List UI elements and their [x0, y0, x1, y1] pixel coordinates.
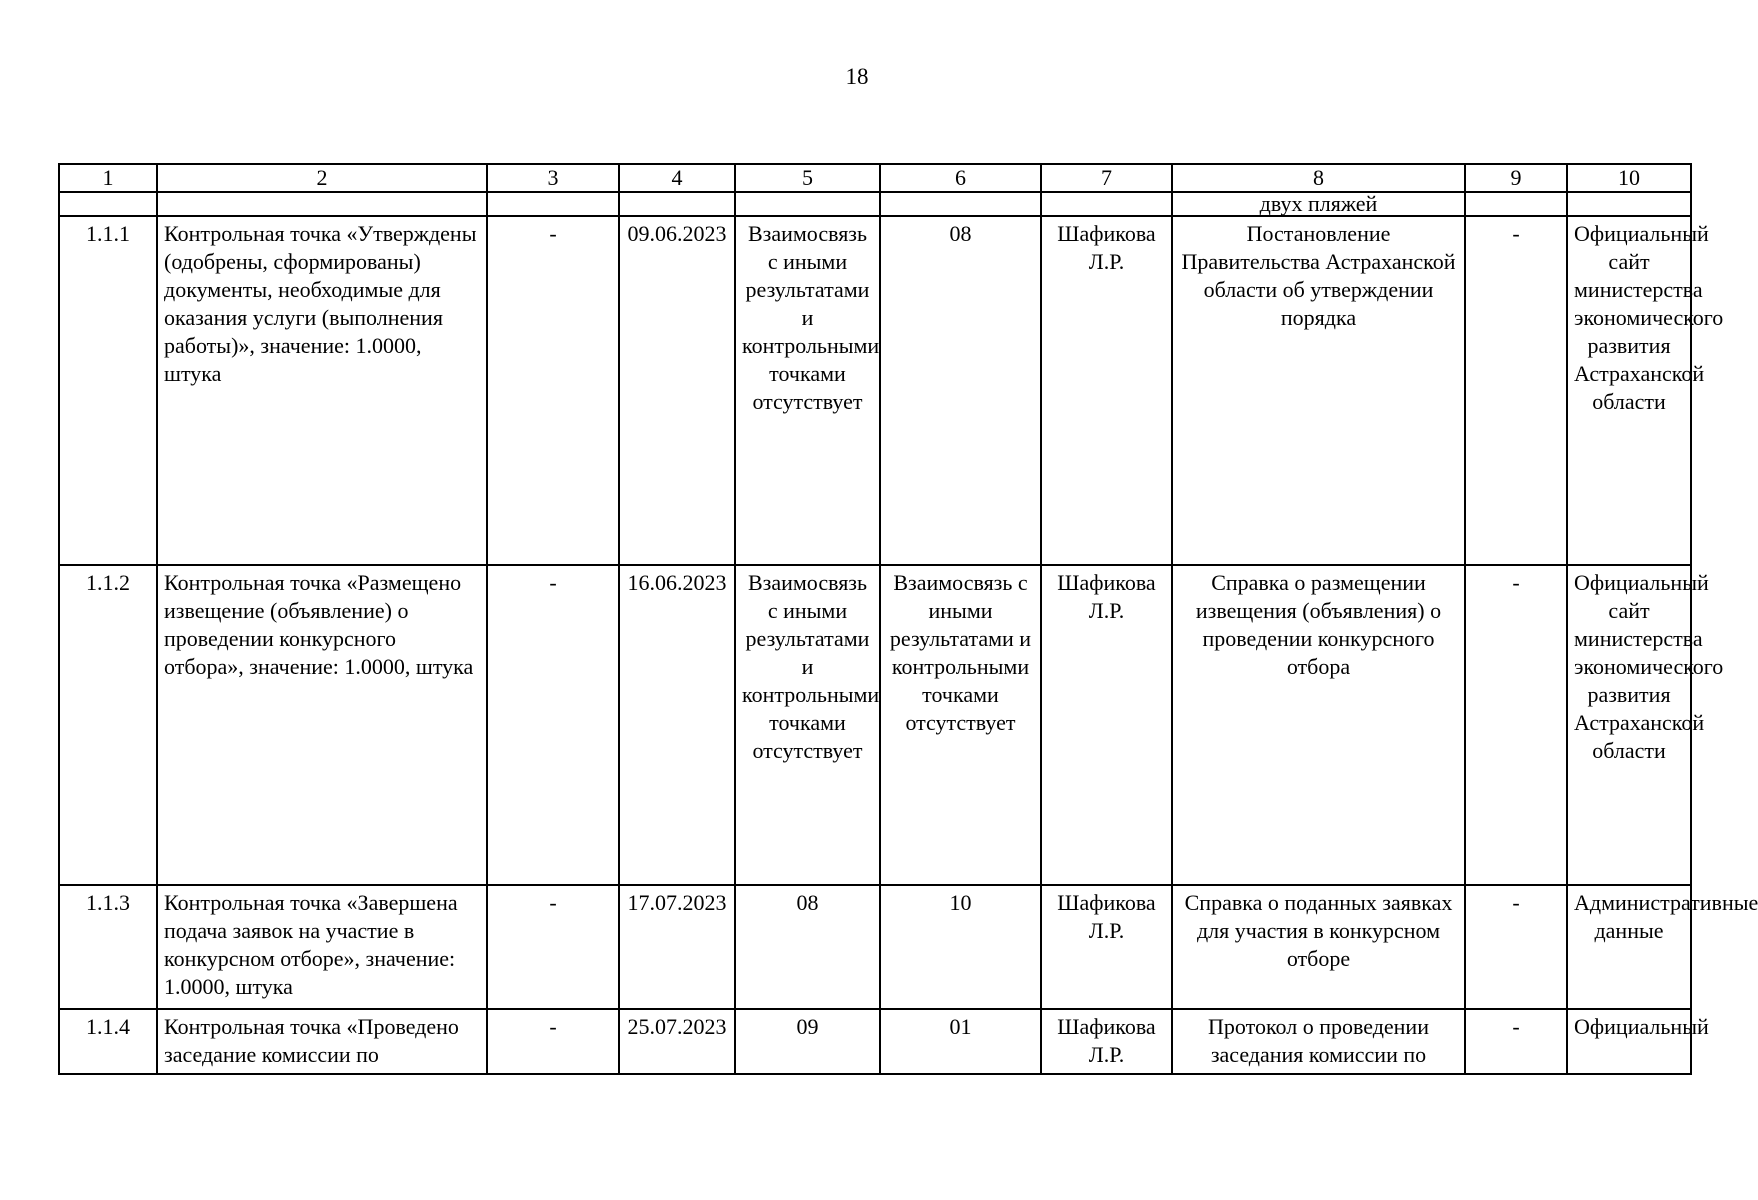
- table-cell: [59, 192, 157, 216]
- table-cell: [487, 192, 619, 216]
- row-document: Постановление Правительства Астраханской области об утверждении порядка: [1172, 216, 1465, 565]
- row-date: 16.06.2023: [619, 565, 735, 885]
- table-cell: [157, 192, 487, 216]
- row-date: 17.07.2023: [619, 885, 735, 1009]
- row-document: Справка о поданных заявках для участия в конкурсном отборе: [1172, 885, 1465, 1009]
- row-col5: 08: [735, 885, 880, 1009]
- table-row: [59, 565, 1691, 885]
- row-source: Административные данные: [1567, 885, 1691, 1009]
- row-col9: -: [1465, 1009, 1567, 1074]
- column-header: 7: [1041, 164, 1172, 192]
- row-description: Контрольная точка «Утверждены (одобрены, сформированы) документы, необходимые для оказания услуги (выполнения работы)», значение: 1.0000, штука: [157, 216, 487, 565]
- row-document: Протокол о проведении заседания комиссии по: [1172, 1009, 1465, 1074]
- row-col3: -: [487, 216, 619, 565]
- row-description: Контрольная точка «Размещено извещение (объявление) о проведении конкурсного отбора», значение: 1.0000, штука: [157, 565, 487, 885]
- column-header: 10: [1567, 164, 1691, 192]
- row-col5: Взаимосвязь с иными результатами и контрольными точками отсутствует: [735, 216, 880, 565]
- column-header: 8: [1172, 164, 1465, 192]
- row-document: Справка о размещении извещения (объявления) о проведении конкурсного отбора: [1172, 565, 1465, 885]
- row-col6: 10: [880, 885, 1041, 1009]
- row-description: Контрольная точка «Проведено заседание комиссии по: [157, 1009, 487, 1074]
- column-header: 1: [59, 164, 157, 192]
- column-header: 9: [1465, 164, 1567, 192]
- row-col9: -: [1465, 885, 1567, 1009]
- row-number: 1.1.2: [59, 565, 157, 885]
- row-date: 25.07.2023: [619, 1009, 735, 1074]
- table-row: [59, 1009, 1691, 1074]
- row-col5: 09: [735, 1009, 880, 1074]
- row-col3: -: [487, 885, 619, 1009]
- table-row: [59, 216, 1691, 565]
- row-source: Официальный сайт министерства экономического развития Астраханской области: [1567, 216, 1691, 565]
- row-responsible: Шафикова Л.Р.: [1041, 216, 1172, 565]
- column-header: 4: [619, 164, 735, 192]
- table-row: [59, 885, 1691, 1009]
- row-number: 1.1.1: [59, 216, 157, 565]
- row-date: 09.06.2023: [619, 216, 735, 565]
- column-number-row: [59, 164, 1691, 192]
- row-responsible: Шафикова Л.Р.: [1041, 565, 1172, 885]
- row-responsible: Шафикова Л.Р.: [1041, 885, 1172, 1009]
- row-col3: -: [487, 1009, 619, 1074]
- table-cell: [1567, 192, 1691, 216]
- row-description: Контрольная точка «Завершена подача заявок на участие в конкурсном отборе», значение: 1.0000, штука: [157, 885, 487, 1009]
- row-source: Официальный: [1567, 1009, 1691, 1074]
- row-source: Официальный сайт министерства экономического развития Астраханской области: [1567, 565, 1691, 885]
- row-col5: Взаимосвязь с иными результатами и контрольными точками отсутствует: [735, 565, 880, 885]
- table-cell: [880, 192, 1041, 216]
- row-number: 1.1.4: [59, 1009, 157, 1074]
- column-header: 5: [735, 164, 880, 192]
- table-cell: [1041, 192, 1172, 216]
- row-col6: Взаимосвязь с иными результатами и контрольными точками отсутствует: [880, 565, 1041, 885]
- row-col9: -: [1465, 565, 1567, 885]
- row-responsible: Шафикова Л.Р.: [1041, 1009, 1172, 1074]
- row-col6: 08: [880, 216, 1041, 565]
- continuation-row: [59, 192, 1691, 216]
- column-header: 2: [157, 164, 487, 192]
- table-cell: [619, 192, 735, 216]
- page-number: 18: [845, 64, 869, 89]
- table-cell: двух пляжей: [1172, 192, 1465, 216]
- row-col9: -: [1465, 216, 1567, 565]
- table-cell: [1465, 192, 1567, 216]
- row-col3: -: [487, 565, 619, 885]
- plan-table: [58, 163, 1758, 1075]
- row-number: 1.1.3: [59, 885, 157, 1009]
- table-cell: [735, 192, 880, 216]
- column-header: 6: [880, 164, 1041, 192]
- column-header: 3: [487, 164, 619, 192]
- row-col6: 01: [880, 1009, 1041, 1074]
